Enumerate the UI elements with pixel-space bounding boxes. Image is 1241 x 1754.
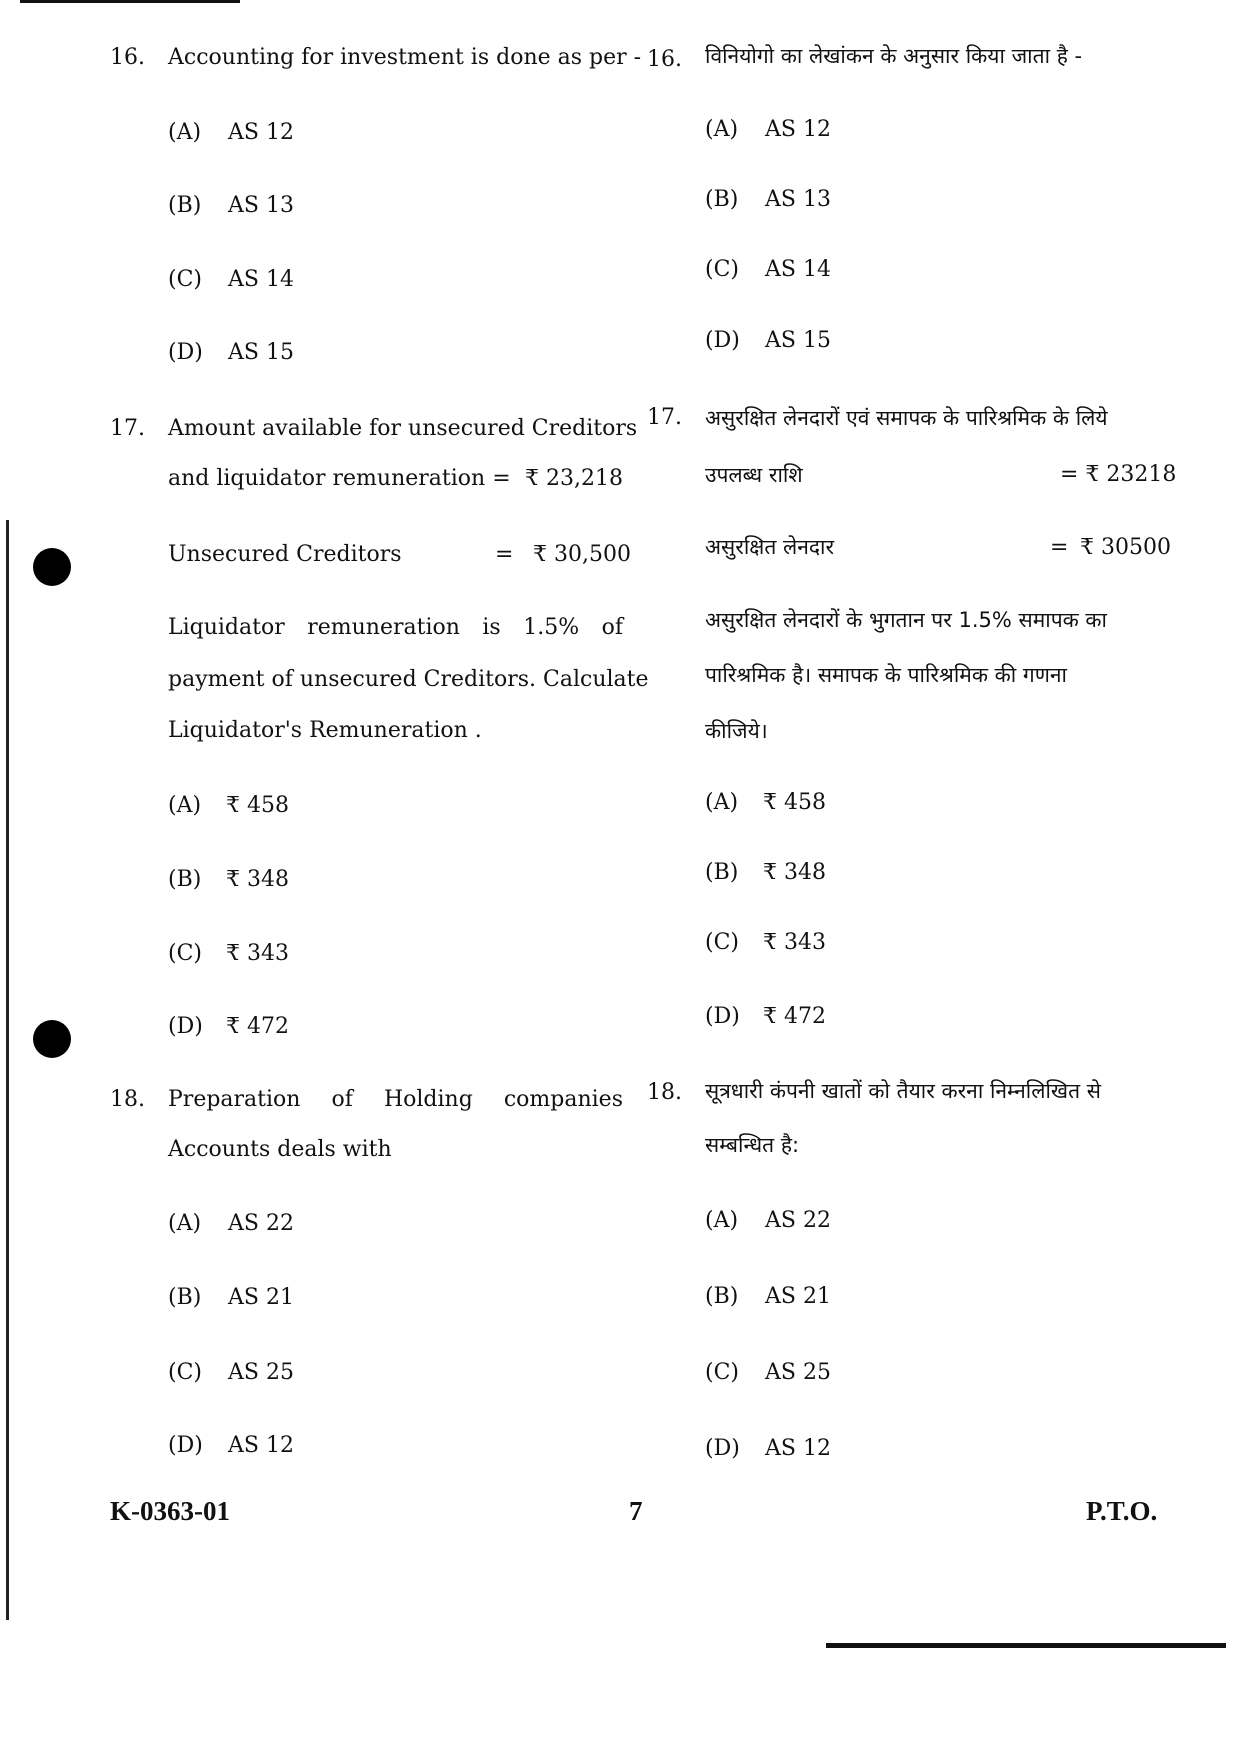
q16-option-d-label-hi: (D) [705, 328, 740, 353]
q17-number-en: 17. [110, 416, 145, 441]
q16-option-c-label-en: (C) [168, 267, 202, 292]
q18-line1-en: Preparation of Holding companies [168, 1087, 623, 1112]
q17-option-b-label-hi: (B) [705, 860, 739, 885]
q16-number-hi: 16. [647, 47, 682, 72]
q16-option-a-hi: AS 12 [765, 117, 831, 142]
q17-option-d-label-hi: (D) [705, 1004, 740, 1029]
q17-uc-value-en: ₹ 30,500 [533, 542, 631, 567]
q17-option-c-label-en: (C) [168, 941, 202, 966]
q17-para-line1-en: Liquidator remuneration is 1.5% of [168, 615, 623, 640]
q17-option-d-hi: ₹ 472 [763, 1004, 826, 1029]
q17-uc-eq-hi: = [1050, 535, 1069, 560]
q17-option-c-label-hi: (C) [705, 930, 739, 955]
pto-label: P.T.O. [1086, 1496, 1158, 1526]
q16-option-b-label-hi: (B) [705, 187, 739, 212]
q16-text-hi: विनियोगो का लेखांकन के अनुसार किया जाता है - [705, 44, 1083, 68]
q18-option-c-label-en: (C) [168, 1360, 202, 1385]
q17-line1-en: Amount available for unsecured Creditors [168, 416, 638, 441]
q17-option-d-en: ₹ 472 [226, 1014, 289, 1039]
q16-option-a-en: AS 12 [228, 120, 294, 145]
q17-para-line3-hi: कीजिये। [705, 719, 768, 743]
q16-option-b-en: AS 13 [228, 193, 294, 218]
q16-option-a-label-en: (A) [168, 120, 202, 145]
q17-uc-value-hi: ₹ 30500 [1080, 535, 1171, 560]
page-number: 7 [629, 1496, 643, 1526]
q18-number-hi: 18. [647, 1080, 682, 1105]
q18-line2-hi: सम्बन्धित है: [705, 1133, 800, 1157]
q17-option-b-label-en: (B) [168, 867, 202, 892]
q18-option-c-en: AS 25 [228, 1360, 294, 1385]
q16-option-a-label-hi: (A) [705, 117, 739, 142]
q17-amount-value-hi: = ₹ 23218 [1060, 462, 1177, 487]
left-edge-mark [6, 520, 9, 1620]
q16-number-en: 16. [110, 45, 145, 70]
q17-uc-label-hi: असुरक्षित लेनदार [705, 535, 835, 559]
q18-option-d-hi: AS 12 [765, 1436, 831, 1461]
q18-number-en: 18. [110, 1087, 145, 1112]
punch-hole-bottom [33, 1020, 71, 1058]
q17-amount-value-en: ₹ 23,218 [525, 466, 623, 491]
q17-option-c-hi: ₹ 343 [763, 930, 826, 955]
q17-option-b-en: ₹ 348 [226, 867, 289, 892]
q17-amount-available-en [168, 466, 623, 492]
q17-option-a-en: ₹ 458 [226, 793, 289, 818]
q18-line2-en: Accounts deals with [168, 1137, 392, 1162]
q18-option-b-label-en: (B) [168, 1285, 202, 1310]
q17-option-a-label-en: (A) [168, 793, 202, 818]
q18-option-a-label-hi: (A) [705, 1208, 739, 1233]
q18-line1-hi: सूत्रधारी कंपनी खातों को तैयार करना निम्नलिखित से [705, 1079, 1101, 1103]
q18-option-c-hi: AS 25 [765, 1360, 831, 1385]
q16-option-c-label-hi: (C) [705, 257, 739, 282]
q17-option-b-hi: ₹ 348 [763, 860, 826, 885]
q17-uc-eq-en: = [495, 542, 514, 567]
q17-para-line2-hi: पारिश्रमिक है। समापक के पारिश्रमिक की गणना [705, 663, 1067, 687]
punch-hole-top [33, 548, 71, 586]
q18-option-a-hi: AS 22 [765, 1208, 831, 1233]
q18-option-b-en: AS 21 [228, 1285, 294, 1310]
q17-line1-hi: असुरक्षित लेनदारों एवं समापक के पारिश्रमिक के लिये [705, 406, 1108, 430]
q17-option-d-label-en: (D) [168, 1014, 203, 1039]
q18-option-b-label-hi: (B) [705, 1284, 739, 1309]
q18-option-a-label-en: (A) [168, 1211, 202, 1236]
q17-amount-label-en: and liquidator remuneration = [168, 466, 511, 491]
q16-text-en: Accounting for investment is done as per - [168, 45, 642, 70]
q18-option-a-en: AS 22 [228, 1211, 294, 1236]
q16-option-b-hi: AS 13 [765, 187, 831, 212]
q17-option-a-hi: ₹ 458 [763, 790, 826, 815]
q17-option-a-label-hi: (A) [705, 790, 739, 815]
q16-option-d-hi: AS 15 [765, 328, 831, 353]
q17-para-line1-hi: असुरक्षित लेनदारों के भुगतान पर 1.5% समापक का [705, 608, 1107, 632]
q16-option-c-hi: AS 14 [765, 257, 831, 282]
q18-option-b-hi: AS 21 [765, 1284, 831, 1309]
q18-option-d-en: AS 12 [228, 1433, 294, 1458]
q16-option-b-label-en: (B) [168, 193, 202, 218]
q16-option-d-en: AS 15 [228, 340, 294, 365]
top-rule [20, 0, 240, 3]
q18-option-d-label-hi: (D) [705, 1436, 740, 1461]
q17-para-line2-en: payment of unsecured Creditors. Calculate [168, 667, 649, 692]
paper-code: K-0363-01 [110, 1496, 230, 1526]
bottom-rule [826, 1643, 1226, 1648]
q17-uc-label-en: Unsecured Creditors [168, 542, 402, 567]
q18-option-d-label-en: (D) [168, 1433, 203, 1458]
q16-option-d-label-en: (D) [168, 340, 203, 365]
q17-number-hi: 17. [647, 405, 682, 430]
q18-option-c-label-hi: (C) [705, 1360, 739, 1385]
q17-option-c-en: ₹ 343 [226, 941, 289, 966]
q17-para-line3-en: Liquidator's Remuneration . [168, 718, 482, 743]
q17-amount-label-hi: उपलब्ध राशि [705, 463, 803, 487]
q16-option-c-en: AS 14 [228, 267, 294, 292]
